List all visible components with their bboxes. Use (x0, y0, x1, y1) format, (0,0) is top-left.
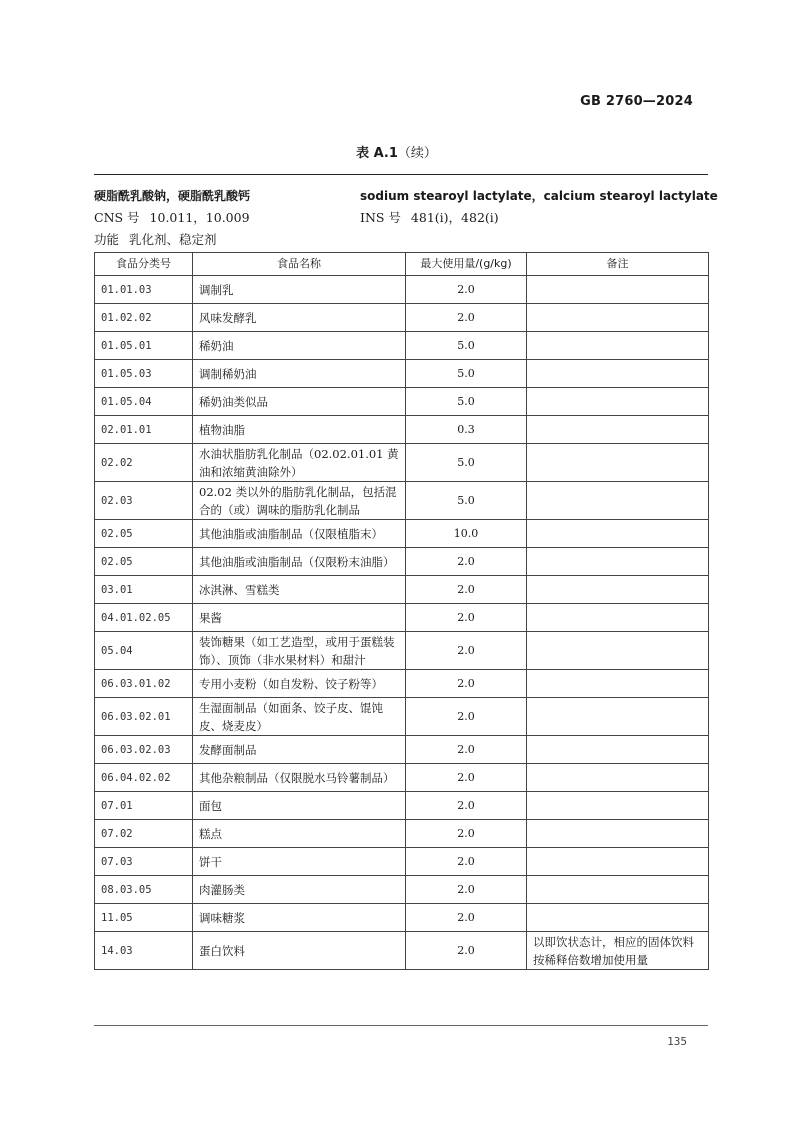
note (527, 388, 709, 416)
function-label: 功能 (94, 232, 120, 247)
note (527, 604, 709, 632)
table-row (95, 388, 709, 416)
table-row (95, 820, 709, 848)
food-name: 稀奶油类似品 (193, 388, 406, 416)
max-usage: 5.0 (406, 388, 527, 416)
food-name: 调制乳 (193, 276, 406, 304)
table-row (95, 848, 709, 876)
table-row (95, 520, 709, 548)
food-code: 04.01.02.05 (95, 604, 193, 632)
table-row (95, 932, 709, 970)
table-row (95, 670, 709, 698)
food-name: 发酵面制品 (193, 736, 406, 764)
food-name: 其他杂粮制品（仅限脱水马铃薯制品） (193, 764, 406, 792)
food-code: 01.05.04 (95, 388, 193, 416)
function-value: 乳化剂、稳定剂 (129, 232, 217, 247)
max-usage: 2.0 (406, 632, 527, 670)
note (527, 304, 709, 332)
note (527, 820, 709, 848)
food-code: 07.01 (95, 792, 193, 820)
food-name: 饼干 (193, 848, 406, 876)
food-code: 02.02 (95, 444, 193, 482)
max-usage: 2.0 (406, 820, 527, 848)
column-header-code: 食品分类号 (95, 253, 193, 276)
food-code: 02.05 (95, 520, 193, 548)
max-usage: 2.0 (406, 670, 527, 698)
food-code: 01.05.01 (95, 332, 193, 360)
note (527, 276, 709, 304)
food-code: 06.03.02.03 (95, 736, 193, 764)
food-name: 专用小麦粉（如自发粉、饺子粉等） (193, 670, 406, 698)
food-name: 调制稀奶油 (193, 360, 406, 388)
table-row (95, 444, 709, 482)
food-code: 01.05.03 (95, 360, 193, 388)
max-usage: 2.0 (406, 698, 527, 736)
max-usage: 2.0 (406, 876, 527, 904)
cns-value: 10.011，10.009 (149, 210, 250, 225)
table-row (95, 792, 709, 820)
food-name: 调味糖浆 (193, 904, 406, 932)
max-usage: 2.0 (406, 576, 527, 604)
bottom-rule (94, 1025, 708, 1026)
food-name: 植物油脂 (193, 416, 406, 444)
table-row (95, 604, 709, 632)
max-usage: 2.0 (406, 548, 527, 576)
table-row (95, 548, 709, 576)
food-name: 02.02 类以外的脂肪乳化制品，包括混合的（或）调味的脂肪乳化制品 (193, 482, 406, 520)
column-header-note: 备注 (527, 253, 709, 276)
note (527, 848, 709, 876)
standard-code: GB 2760—2024 (580, 94, 693, 109)
max-usage: 2.0 (406, 764, 527, 792)
note (527, 520, 709, 548)
max-usage: 5.0 (406, 482, 527, 520)
food-name: 蛋白饮料 (193, 932, 406, 970)
table-title-label: 表 A.1 (356, 146, 398, 161)
note (527, 548, 709, 576)
note (527, 332, 709, 360)
max-usage: 2.0 (406, 904, 527, 932)
food-name: 风味发酵乳 (193, 304, 406, 332)
max-usage: 2.0 (406, 848, 527, 876)
table-row (95, 482, 709, 520)
food-name: 肉灌肠类 (193, 876, 406, 904)
ins-label: INS 号 (360, 210, 401, 225)
usage-table (94, 252, 709, 970)
max-usage: 5.0 (406, 444, 527, 482)
food-name: 面包 (193, 792, 406, 820)
food-name: 糕点 (193, 820, 406, 848)
note (527, 698, 709, 736)
page-number: 135 (667, 1035, 687, 1048)
food-name: 其他油脂或油脂制品（仅限植脂末） (193, 520, 406, 548)
table-row (95, 904, 709, 932)
table-row (95, 332, 709, 360)
table-row (95, 576, 709, 604)
table-row (95, 698, 709, 736)
food-name: 冰淇淋、雪糕类 (193, 576, 406, 604)
column-header-name: 食品名称 (193, 253, 406, 276)
note (527, 632, 709, 670)
table-row (95, 416, 709, 444)
food-code: 05.04 (95, 632, 193, 670)
table-row (95, 360, 709, 388)
note (527, 416, 709, 444)
max-usage: 5.0 (406, 332, 527, 360)
food-name: 果酱 (193, 604, 406, 632)
note (527, 444, 709, 482)
table-row (95, 876, 709, 904)
note: 以即饮状态计，相应的固体饮料按稀释倍数增加使用量 (527, 932, 709, 970)
note (527, 482, 709, 520)
max-usage: 2.0 (406, 736, 527, 764)
note (527, 576, 709, 604)
food-code: 11.05 (95, 904, 193, 932)
food-code: 07.02 (95, 820, 193, 848)
food-name: 水油状脂肪乳化制品（02.02.01.01 黄油和浓缩黄油除外） (193, 444, 406, 482)
max-usage: 2.0 (406, 304, 527, 332)
food-code: 03.01 (95, 576, 193, 604)
table-title-suffix: （续） (397, 146, 437, 161)
food-code: 07.03 (95, 848, 193, 876)
max-usage: 2.0 (406, 276, 527, 304)
max-usage: 2.0 (406, 604, 527, 632)
top-rule (94, 174, 708, 175)
food-name: 装饰糖果（如工艺造型，或用于蛋糕装饰）、顶饰（非水果材料）和甜汁 (193, 632, 406, 670)
table-header-row (95, 253, 709, 276)
max-usage: 0.3 (406, 416, 527, 444)
table-row (95, 276, 709, 304)
max-usage: 2.0 (406, 932, 527, 970)
additive-name-en: sodium stearoyl lactylate，calcium stearoyl lactylate (360, 189, 718, 203)
food-code: 01.02.02 (95, 304, 193, 332)
note (527, 876, 709, 904)
food-name: 其他油脂或油脂制品（仅限粉末油脂） (193, 548, 406, 576)
cns-label: CNS 号 (94, 210, 140, 225)
max-usage: 5.0 (406, 360, 527, 388)
food-code: 06.03.01.02 (95, 670, 193, 698)
max-usage: 10.0 (406, 520, 527, 548)
note (527, 904, 709, 932)
food-code: 06.03.02.01 (95, 698, 193, 736)
food-code: 01.01.03 (95, 276, 193, 304)
ins-value: 481(i)，482(i) (410, 210, 499, 225)
food-name: 稀奶油 (193, 332, 406, 360)
column-header-max: 最大使用量/(g/kg) (406, 253, 527, 276)
table-row (95, 764, 709, 792)
food-code: 08.03.05 (95, 876, 193, 904)
note (527, 360, 709, 388)
note (527, 736, 709, 764)
table-row (95, 632, 709, 670)
note (527, 792, 709, 820)
food-code: 02.01.01 (95, 416, 193, 444)
table-row (95, 736, 709, 764)
food-code: 06.04.02.02 (95, 764, 193, 792)
note (527, 764, 709, 792)
food-code: 14.03 (95, 932, 193, 970)
food-code: 02.05 (95, 548, 193, 576)
table-row (95, 304, 709, 332)
max-usage: 2.0 (406, 792, 527, 820)
food-code: 02.03 (95, 482, 193, 520)
additive-name-cn: 硬脂酰乳酸钠，硬脂酰乳酸钙 (94, 189, 251, 203)
note (527, 670, 709, 698)
table-title (0, 142, 793, 161)
food-name: 生湿面制品（如面条、饺子皮、馄饨皮、烧麦皮） (193, 698, 406, 736)
